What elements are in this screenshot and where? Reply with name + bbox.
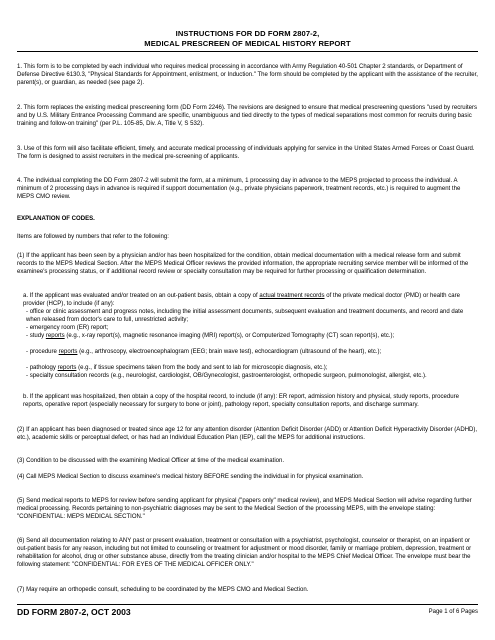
code-2: (2) If an applicant has been diagnosed or treated since age 12 for any attention disorder (Attention Deficit Disorder (ADD) or Attention Deficit Hyperactivity Disorder (ADHD), etc.), academic skills or perceptual defect, or has had an Individual Education Plan (IEP), call the MEPS for additional instructions. xyxy=(17,427,478,442)
title-line-2: MEDICAL PRESCREEN OF MEDICAL HISTORY REPORT xyxy=(144,39,351,48)
code-1a-item-3-end: (e.g., x-ray report(s), magnetic resonance imaging (MRI) report(s), or Computerized Tomography (CT) scan report(s), etc.); xyxy=(64,333,395,339)
paragraph-1: 1. This form is to be completed by each individual who requires medical processing in accordance with Army Regulation 40-501 Chapter 2 standards, or Department of Defense Directive 6130.3, "Physical Standards for Appointment, enlistment, or Induction." The form should be completed by the applicant with the assistance of the recruiter, parent(s), or guardian, as needed (see page 2). xyxy=(17,64,478,87)
code-1a-item-4-underlined: reports xyxy=(58,349,78,355)
code-1a-item-5-start: - pathology xyxy=(26,365,58,371)
code-1b: b. If the applicant was hospitalized, then obtain a copy of the hospital record, to include (if any): ER report, admission history and physical, study reports, procedure reports, operative report (especially necessary for surgery to bone or joint), pathology report, specialty consultation reports, and discharge summary. xyxy=(23,394,459,409)
code-1a-item-2: - emergency room (ER) report; xyxy=(26,325,109,331)
code-1a-item-5-underlined: reports xyxy=(57,365,77,371)
code-1a-text-start: a. If the applicant was evaluated and/or treated on an out-patient basis, obtain a copy of xyxy=(23,293,260,299)
code-6: (6) Send all documentation relating to ANY past or present evaluation, treatment or consultation with a psychiatrist, psychologist, counselor or therapist, on an inpatient or out-patient basis for any reason, including but not limited to counseling or treatment for adjustment or mood disorder, family or marriage problem, depression, treatment or rehabilitation for alcohol, drug or other substance abuse, directly from the treating clinician and/or hospital to the MEPS Chief Medical Officer. The envelope must bear the following statement: "CONFIDENTIAL: FOR EYES OF THE MEDICAL OFFICER ONLY." xyxy=(17,538,472,569)
code-1a-underlined: actual treatment records xyxy=(259,293,325,299)
paragraph-3: 3. Use of this form will also facilitate efficient, timely, and accurate medical processing of individuals applying for service in the United States Armed Forces or Coast Guard. The form is designed to assist recruiters in the medical pre-screening of applicants. xyxy=(17,146,475,161)
code-1a-item-1: - office or clinic assessment and progress notes, including the initial assessment documents, subsequent evaluation and treatment documents, and record and date when released from doctor's care to full, unrestricted activity; xyxy=(26,309,464,324)
codes-heading: EXPLANATION OF CODES. xyxy=(17,216,95,222)
code-1a-item-5 xyxy=(26,364,479,372)
code-3: (3) Condition to be discussed with the examining Medical Officer at time of the medical examination. xyxy=(17,458,285,464)
code-1a xyxy=(23,292,479,308)
code-4: (4) Call MEPS Medical Section to discuss examinee's medical history BEFORE sending the individual in for physical examination. xyxy=(17,474,364,480)
footer-divider xyxy=(17,604,478,605)
code-1a-item-3 xyxy=(26,332,479,340)
header-divider xyxy=(17,51,478,52)
footer-form-number: DD FORM 2807-2, OCT 2003 xyxy=(17,607,131,617)
footer-page-number: Page 1 of 6 Pages xyxy=(428,609,478,615)
code-1a-item-5-end: (e.g., if tissue specimens taken from the body and sent to lab for microscopic diagnosis, etc.); xyxy=(76,365,328,371)
title-line-1: INSTRUCTIONS FOR DD FORM 2807-2, xyxy=(175,29,320,38)
code-1a-item-4 xyxy=(26,348,479,356)
code-1a-item-4-start: - procedure xyxy=(26,349,59,355)
code-5: (5) Send medical reports to MEPS for review before sending applicant for physical ("papers only" medical review), and MEPS Medical Section will advise regarding further medical processing. Records pertaining to non-psychiatric diagnoses may be sent to the Medical Section of the processing MEPS, with the envelope stating: "CONFIDENTIAL: MEPS MEDICAL SECTION." xyxy=(17,498,472,521)
code-1a-text-end: of the private medical doctor (PMD) or health care provider (HCP), to include (if any): xyxy=(23,293,460,308)
code-1a-item-3-underlined: reports xyxy=(45,333,65,339)
code-1a-item-4-end: (e.g., arthroscopy, electroencephalogram (EEG; brain wave test), echocardiogram (ultrasound of the heart), etc.); xyxy=(77,349,382,355)
codes-intro: Items are followed by numbers that refer to the following: xyxy=(17,234,169,240)
code-1a-item-6: - specialty consultation records (e.g., neurologist, cardiologist, OB/Gynecologist, gastroenterologist, orthopedic surgeon, pulmonologist, allergist, etc.). xyxy=(26,373,427,379)
code-7: (7) May require an orthopedic consult, scheduling to be coordinated by the MEPS CMO and Medical Section. xyxy=(17,587,309,593)
code-1: (1) If the applicant has been seen by a physician and/or has been hospitalized for the condition, obtain medical documentation with a medical release form and submit records to the MEPS Medical Section. After the MEPS Medical Officer reviews the provided information, the appropriate recruiting service member will be informed of the examinee's processing status, or if additional record review or specialty consultation may be required for further processing or qualification determination. xyxy=(17,253,469,276)
paragraph-2: 2. This form replaces the existing medical prescreening form (DD Form 2246). The revisions are designed to ensure that medical prescreening questions "used by recruiters and by U.S. Military Entrance Processing Command are specific, unambiguous and tied directly to the types of medical separations most common for recruits during basic training and follow-on training" (per P.L. 105-85, Div. A, Title V, S 532). xyxy=(17,105,478,128)
code-1a-item-3-start: - study xyxy=(26,333,46,339)
paragraph-4: 4. The individual completing the DD Form 2807-2 will submit the form, at a minimum, 1 processing day in advance to the MEPS projected to process the individual. A minimum of 2 processing days in advance is required if support documentation (e.g., private physicians paperwork, treatment records, etc.) is required to augment the MEPS CMO review. xyxy=(17,178,461,201)
